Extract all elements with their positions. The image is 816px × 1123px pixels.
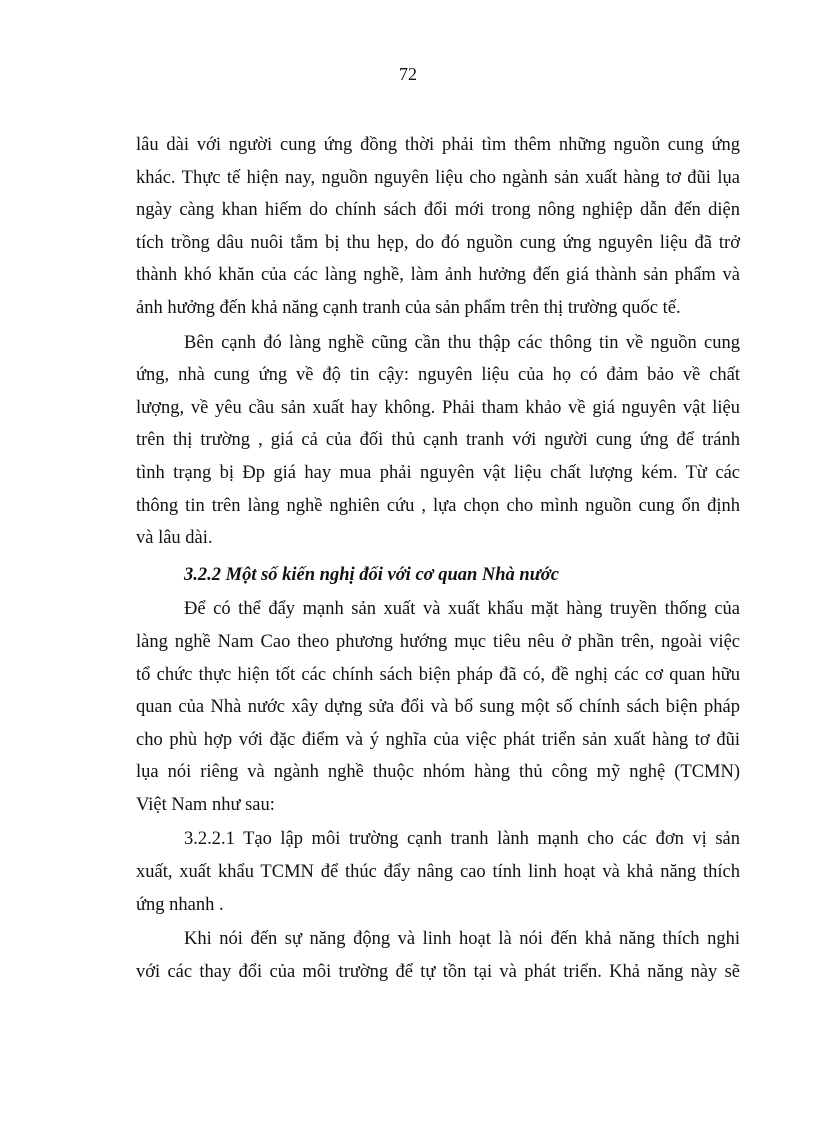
text-line: Để có thể đẩy mạnh sản xuất và xuất khẩu mặt hàng truyền thống của	[184, 599, 740, 620]
text-line: cho phù hợp với đặc điểm và ý nghĩa của việc phát triển sản xuất hàng tơ đũi	[136, 729, 740, 750]
text-line: Bên cạnh đó làng nghề cũng cần thu thập các thông tin về nguồn cung	[184, 332, 740, 353]
text-line: tích trồng dâu nuôi tằm bị thu hẹp, do đó nguồn cung ứng nguyên liệu đã trở	[136, 232, 740, 253]
text-line: lụa nói riêng và ngành nghề thuộc nhóm hàng thủ công mỹ nghệ (TCMN)	[136, 762, 740, 783]
paragraph-supplier-info	[136, 327, 740, 555]
text-line: ảnh hưởng đến khả năng cạnh tranh của sản phẩm trên thị trường quốc tế.	[136, 297, 681, 318]
paragraph-subsection-3221	[136, 823, 740, 921]
text-line: khác. Thực tế hiện nay, nguồn nguyên liệu cho ngành sản xuất hàng tơ đũi lụa	[136, 167, 740, 188]
text-line: ứng nhanh .	[136, 894, 224, 915]
text-line: tình trạng bị Đp giá hay mua phải nguyên vật liệu chất lượng kém. Từ các	[136, 462, 740, 483]
document-body	[136, 129, 740, 988]
text-line: 3.2.2.1 Tạo lập môi trường cạnh tranh lành mạnh cho các đơn vị sản	[184, 829, 740, 850]
paragraph-flexibility	[136, 923, 740, 988]
text-line: làng nghề Nam Cao theo phương hướng mục tiêu nêu ở phần trên, ngoài việc	[136, 631, 740, 652]
page-number: 72	[399, 64, 417, 84]
text-line: ngày càng khan hiếm do chính sách đổi mới trong nông nghiệp dẫn đến diện	[136, 200, 740, 221]
text-line: trên thị trường , giá cả của đối thủ cạnh tranh với người cung ứng để tránh	[136, 430, 740, 451]
text-line: lượng, về yêu cầu sản xuất hay không. Phải tham khảo về giá nguyên vật liệu	[136, 397, 740, 418]
text-line: Việt Nam như sau:	[136, 794, 275, 815]
paragraph-supply-continuation	[136, 129, 740, 325]
section-heading: 3.2.2 Một số kiến nghị đối với cơ quan Nhà nước	[184, 564, 559, 585]
text-line: thành khó khăn của các làng nghề, làm ảnh hưởng đến giá thành sản phẩm và	[136, 265, 740, 286]
paragraph-recommendations	[136, 593, 740, 821]
text-line: xuất, xuất khẩu TCMN để thúc đẩy nâng cao tính linh hoạt và khả năng thích	[136, 862, 740, 883]
text-line: với các thay đổi của môi trường để tự tồn tại và phát triển. Khả năng này sẽ	[136, 961, 740, 982]
text-line: tổ chức thực hiện tốt các chính sách biện pháp đã có, đề nghị các cơ quan hữu	[136, 664, 740, 685]
text-line: quan của Nhà nước xây dựng sửa đổi và bổ sung một số chính sách biện pháp	[136, 697, 740, 718]
text-line: và lâu dài.	[136, 528, 213, 549]
text-line: ứng, nhà cung ứng về độ tin cậy: nguyên liệu của họ có đảm bảo về chất	[136, 365, 740, 386]
text-line: Khi nói đến sự năng động và linh hoạt là nói đến khả năng thích nghi	[184, 929, 740, 950]
text-line: lâu dài với người cung ứng đồng thời phải tìm thêm những nguồn cung ứng	[136, 135, 740, 155]
text-line: thông tin trên làng nghề nghiên cứu , lựa chọn cho mình nguồn cung ổn định	[136, 495, 740, 516]
